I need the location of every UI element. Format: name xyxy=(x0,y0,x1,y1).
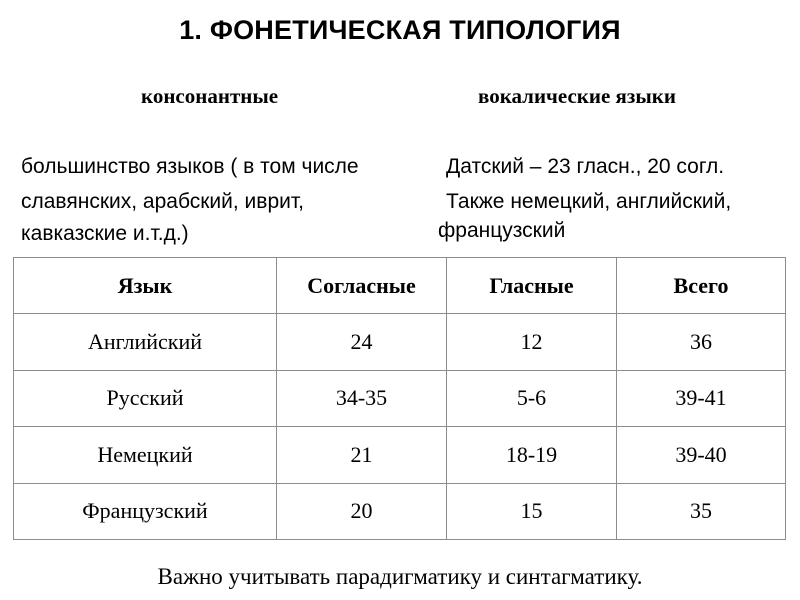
table-row xyxy=(14,427,786,484)
cell-vowels: 15 xyxy=(447,483,617,540)
cell-total: 39-41 xyxy=(617,370,786,427)
consonant-languages-description xyxy=(21,154,359,253)
footer-note: Важно учитывать парадигматику и синтагматику. xyxy=(157,564,643,589)
cell-language: Французский xyxy=(14,483,277,540)
table-row xyxy=(14,483,786,540)
vocalic-languages-heading: вокалические языки xyxy=(478,84,676,108)
slide-title: 1. ФОНЕТИЧЕСКАЯ ТИПОЛОГИЯ xyxy=(179,15,621,45)
table-row xyxy=(14,370,786,427)
table-row xyxy=(14,314,786,371)
description-line: славянских, арабский, иврит, xyxy=(21,190,304,213)
header-total: Всего xyxy=(617,258,786,314)
cell-language: Немецкий xyxy=(14,427,277,484)
cell-total: 39-40 xyxy=(617,427,786,484)
vocalic-description-line: французский xyxy=(438,219,566,242)
cell-vowels: 12 xyxy=(447,314,617,371)
cell-consonants: 24 xyxy=(277,314,447,371)
cell-language: Английский xyxy=(14,314,277,371)
phoneme-count-table xyxy=(13,257,786,540)
cell-consonants: 21 xyxy=(277,427,447,484)
header-language: Язык xyxy=(14,258,277,314)
cell-language: Русский xyxy=(14,370,277,427)
header-consonants: Согласные xyxy=(277,258,447,314)
cell-consonants: 20 xyxy=(277,483,447,540)
cell-vowels: 18-19 xyxy=(447,427,617,484)
header-vowels: Гласные xyxy=(447,258,617,314)
cell-vowels: 5-6 xyxy=(447,370,617,427)
consonant-languages-heading: консонантные xyxy=(141,84,279,108)
table-header-row xyxy=(14,258,786,314)
cell-total: 35 xyxy=(617,483,786,540)
cell-consonants: 34-35 xyxy=(277,370,447,427)
cell-total: 36 xyxy=(617,314,786,371)
vocalic-description-line: Датский – 23 гласн., 20 согл. xyxy=(446,155,725,178)
description-line: кавказские и.т.д.) xyxy=(21,222,189,245)
description-line: большинство языков ( в том числе xyxy=(21,155,359,178)
vocalic-description-line: Также немецкий, английский, xyxy=(446,190,732,213)
